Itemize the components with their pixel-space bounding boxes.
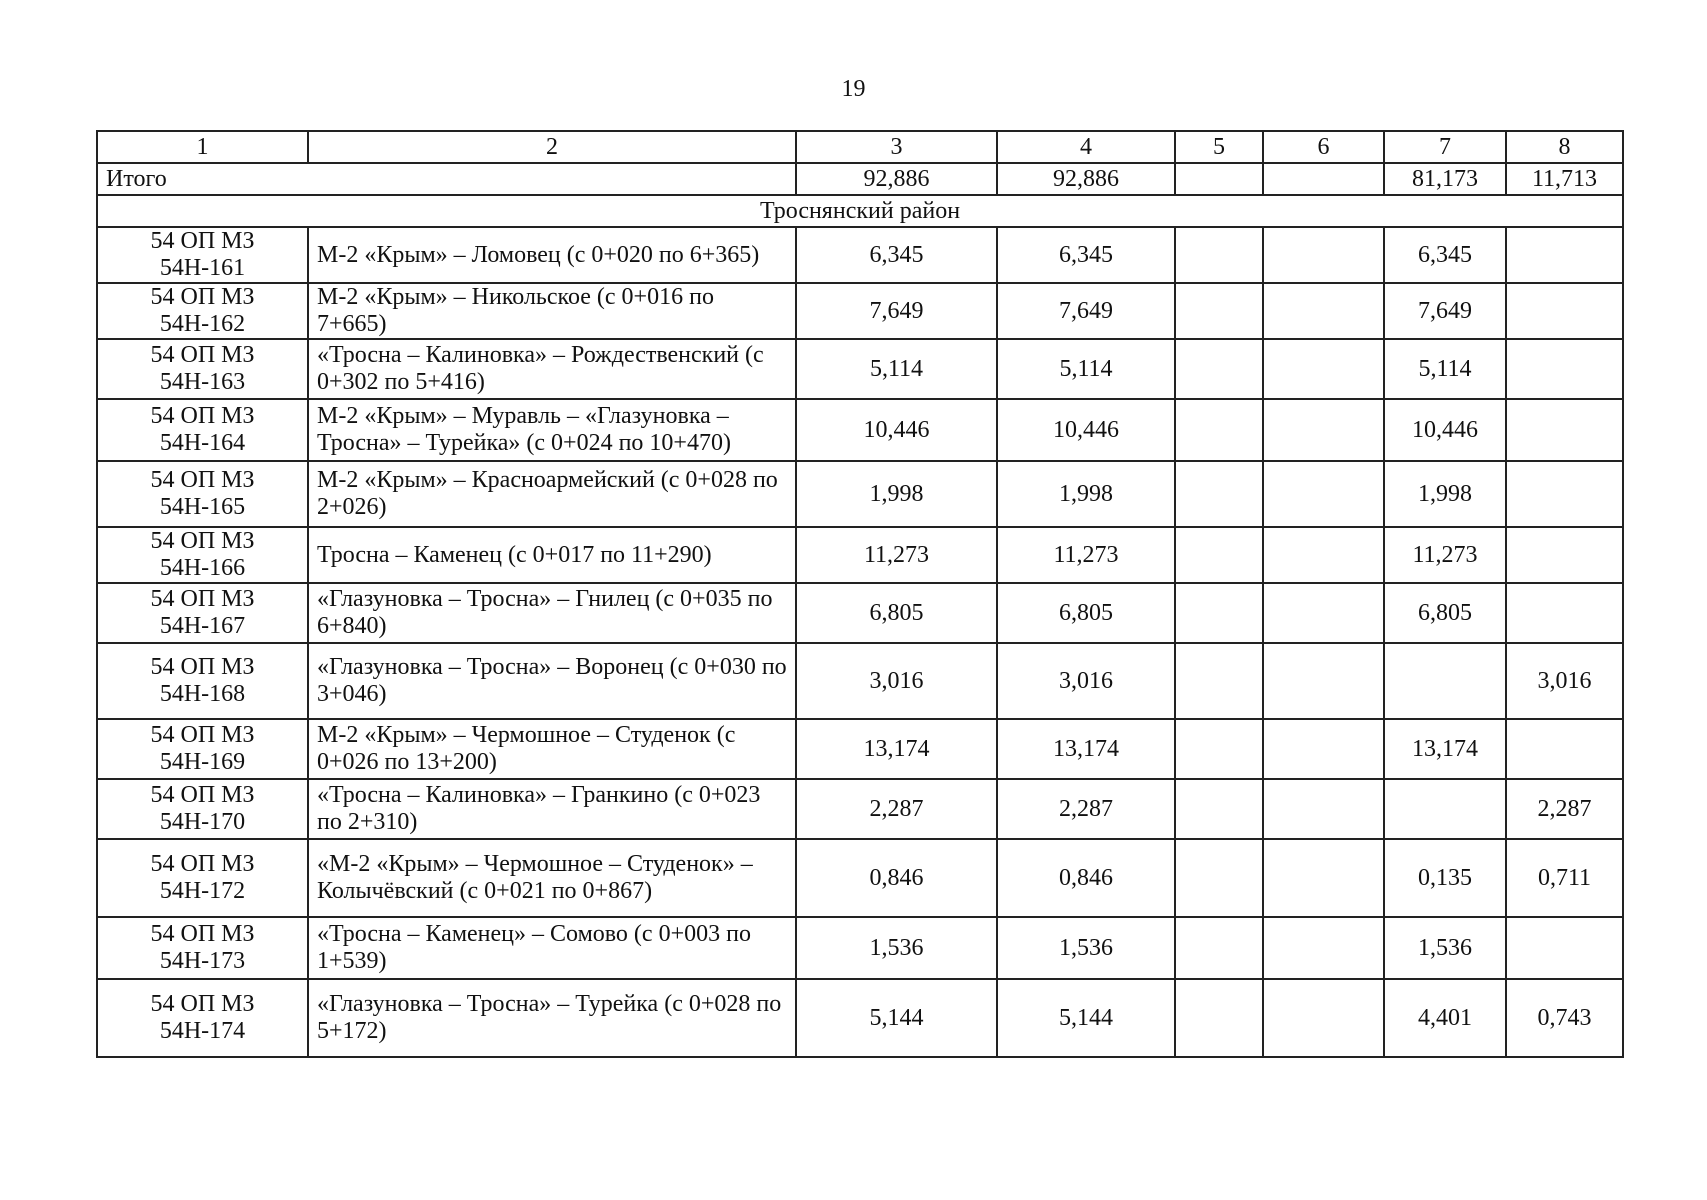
value-cell-5	[1175, 917, 1263, 979]
road-name-cell: «Тросна – Калиновка» – Рождественский (с 0+302 по 5+416)	[308, 339, 796, 399]
value-cell-8	[1506, 339, 1623, 399]
value-cell-4: 6,345	[997, 227, 1175, 283]
value-cell-8	[1506, 461, 1623, 527]
total-c7: 81,173	[1384, 163, 1506, 195]
column-header: 3	[796, 131, 997, 163]
value-cell-8	[1506, 527, 1623, 583]
road-name-cell: М-2 «Крым» – Муравль – «Глазуновка – Тросна» – Турейка» (с 0+024 по 10+470)	[308, 399, 796, 461]
value-cell-7: 0,135	[1384, 839, 1506, 917]
total-c6	[1263, 163, 1384, 195]
column-header: 8	[1506, 131, 1623, 163]
road-name-cell: М-2 «Крым» – Красноармейский (с 0+028 по 2+026)	[308, 461, 796, 527]
value-cell-3: 1,536	[796, 917, 997, 979]
value-cell-7: 11,273	[1384, 527, 1506, 583]
value-cell-6	[1263, 339, 1384, 399]
value-cell-7: 13,174	[1384, 719, 1506, 779]
value-cell-4: 6,805	[997, 583, 1175, 643]
value-cell-6	[1263, 399, 1384, 461]
value-cell-5	[1175, 979, 1263, 1057]
value-cell-7: 1,536	[1384, 917, 1506, 979]
table-row	[97, 527, 1623, 583]
road-name-cell: Тросна – Каменец (с 0+017 по 11+290)	[308, 527, 796, 583]
column-header: 6	[1263, 131, 1384, 163]
total-label: Итого	[97, 163, 796, 195]
value-cell-7: 6,345	[1384, 227, 1506, 283]
road-name-cell: М-2 «Крым» – Чермошное – Студенок (с 0+026 по 13+200)	[308, 719, 796, 779]
value-cell-6	[1263, 461, 1384, 527]
table-row	[97, 779, 1623, 839]
value-cell-7: 7,649	[1384, 283, 1506, 339]
table-row	[97, 917, 1623, 979]
road-name-cell: «Тросна – Калиновка» – Гранкино (с 0+023 по 2+310)	[308, 779, 796, 839]
value-cell-6	[1263, 583, 1384, 643]
value-cell-3: 1,998	[796, 461, 997, 527]
table-row	[97, 283, 1623, 339]
road-name-cell: «Глазуновка – Тросна» – Гнилец (с 0+035 по 6+840)	[308, 583, 796, 643]
table-row	[97, 719, 1623, 779]
road-code-cell: 54 ОП МЗ 54Н-168	[97, 643, 308, 719]
value-cell-8	[1506, 583, 1623, 643]
value-cell-5	[1175, 527, 1263, 583]
value-cell-4: 5,144	[997, 979, 1175, 1057]
value-cell-6	[1263, 643, 1384, 719]
road-register-table	[96, 130, 1624, 1058]
road-name-cell: М-2 «Крым» – Ломовец (с 0+020 по 6+365)	[308, 227, 796, 283]
road-name-cell: М-2 «Крым» – Никольское (с 0+016 по 7+665)	[308, 283, 796, 339]
page-number: 19	[841, 76, 866, 102]
table-row	[97, 339, 1623, 399]
road-name-cell: «Тросна – Каменец» – Сомово (с 0+003 по 1+539)	[308, 917, 796, 979]
value-cell-7: 4,401	[1384, 979, 1506, 1057]
value-cell-6	[1263, 527, 1384, 583]
value-cell-4: 1,998	[997, 461, 1175, 527]
total-row	[97, 163, 1623, 195]
value-cell-8	[1506, 399, 1623, 461]
table-row	[97, 839, 1623, 917]
column-number-header-row	[97, 131, 1623, 163]
total-c4: 92,886	[997, 163, 1175, 195]
road-code-cell: 54 ОП МЗ 54Н-162	[97, 283, 308, 339]
value-cell-5	[1175, 719, 1263, 779]
value-cell-4: 11,273	[997, 527, 1175, 583]
road-code-cell: 54 ОП МЗ 54Н-163	[97, 339, 308, 399]
table-row	[97, 643, 1623, 719]
value-cell-5	[1175, 779, 1263, 839]
column-header: 1	[97, 131, 308, 163]
value-cell-8	[1506, 917, 1623, 979]
table-row	[97, 583, 1623, 643]
table-row	[97, 227, 1623, 283]
road-code-cell: 54 ОП МЗ 54Н-169	[97, 719, 308, 779]
road-code-cell: 54 ОП МЗ 54Н-170	[97, 779, 308, 839]
total-c3: 92,886	[796, 163, 997, 195]
value-cell-6	[1263, 979, 1384, 1057]
value-cell-3: 6,805	[796, 583, 997, 643]
value-cell-4: 5,114	[997, 339, 1175, 399]
value-cell-7: 1,998	[1384, 461, 1506, 527]
value-cell-8: 3,016	[1506, 643, 1623, 719]
value-cell-5	[1175, 461, 1263, 527]
value-cell-8: 2,287	[1506, 779, 1623, 839]
value-cell-6	[1263, 283, 1384, 339]
road-code-cell: 54 ОП МЗ 54Н-173	[97, 917, 308, 979]
road-code-cell: 54 ОП МЗ 54Н-174	[97, 979, 308, 1057]
value-cell-8: 0,743	[1506, 979, 1623, 1057]
value-cell-5	[1175, 643, 1263, 719]
road-code-cell: 54 ОП МЗ 54Н-161	[97, 227, 308, 283]
value-cell-4: 13,174	[997, 719, 1175, 779]
value-cell-4: 1,536	[997, 917, 1175, 979]
value-cell-7	[1384, 643, 1506, 719]
table-row	[97, 979, 1623, 1057]
road-code-cell: 54 ОП МЗ 54Н-172	[97, 839, 308, 917]
value-cell-6	[1263, 839, 1384, 917]
value-cell-3: 6,345	[796, 227, 997, 283]
value-cell-7: 6,805	[1384, 583, 1506, 643]
district-row	[97, 195, 1623, 227]
district-heading: Троснянский район	[97, 195, 1623, 227]
value-cell-4: 3,016	[997, 643, 1175, 719]
value-cell-7	[1384, 779, 1506, 839]
value-cell-8	[1506, 227, 1623, 283]
value-cell-7: 10,446	[1384, 399, 1506, 461]
road-name-cell: «Глазуновка – Тросна» – Турейка (с 0+028 по 5+172)	[308, 979, 796, 1057]
value-cell-3: 5,114	[796, 339, 997, 399]
value-cell-3: 0,846	[796, 839, 997, 917]
value-cell-4: 10,446	[997, 399, 1175, 461]
value-cell-3: 11,273	[796, 527, 997, 583]
value-cell-4: 7,649	[997, 283, 1175, 339]
value-cell-4: 2,287	[997, 779, 1175, 839]
column-header: 7	[1384, 131, 1506, 163]
value-cell-3: 2,287	[796, 779, 997, 839]
road-name-cell: «Глазуновка – Тросна» – Воронец (с 0+030 по 3+046)	[308, 643, 796, 719]
value-cell-3: 3,016	[796, 643, 997, 719]
value-cell-4: 0,846	[997, 839, 1175, 917]
total-c8: 11,713	[1506, 163, 1623, 195]
value-cell-5	[1175, 227, 1263, 283]
value-cell-6	[1263, 779, 1384, 839]
value-cell-6	[1263, 917, 1384, 979]
value-cell-5	[1175, 583, 1263, 643]
road-code-cell: 54 ОП МЗ 54Н-166	[97, 527, 308, 583]
value-cell-8: 0,711	[1506, 839, 1623, 917]
column-header: 4	[997, 131, 1175, 163]
value-cell-3: 7,649	[796, 283, 997, 339]
value-cell-8	[1506, 719, 1623, 779]
value-cell-6	[1263, 227, 1384, 283]
value-cell-5	[1175, 339, 1263, 399]
value-cell-3: 10,446	[796, 399, 997, 461]
value-cell-7: 5,114	[1384, 339, 1506, 399]
value-cell-8	[1506, 283, 1623, 339]
road-code-cell: 54 ОП МЗ 54Н-165	[97, 461, 308, 527]
road-code-cell: 54 ОП МЗ 54Н-167	[97, 583, 308, 643]
total-c5	[1175, 163, 1263, 195]
table-row	[97, 461, 1623, 527]
road-name-cell: «М-2 «Крым» – Чермошное – Студенок» – Колычёвский (с 0+021 по 0+867)	[308, 839, 796, 917]
value-cell-5	[1175, 283, 1263, 339]
column-header: 2	[308, 131, 796, 163]
value-cell-3: 5,144	[796, 979, 997, 1057]
value-cell-3: 13,174	[796, 719, 997, 779]
value-cell-5	[1175, 399, 1263, 461]
value-cell-6	[1263, 719, 1384, 779]
road-code-cell: 54 ОП МЗ 54Н-164	[97, 399, 308, 461]
column-header: 5	[1175, 131, 1263, 163]
value-cell-5	[1175, 839, 1263, 917]
table-row	[97, 399, 1623, 461]
